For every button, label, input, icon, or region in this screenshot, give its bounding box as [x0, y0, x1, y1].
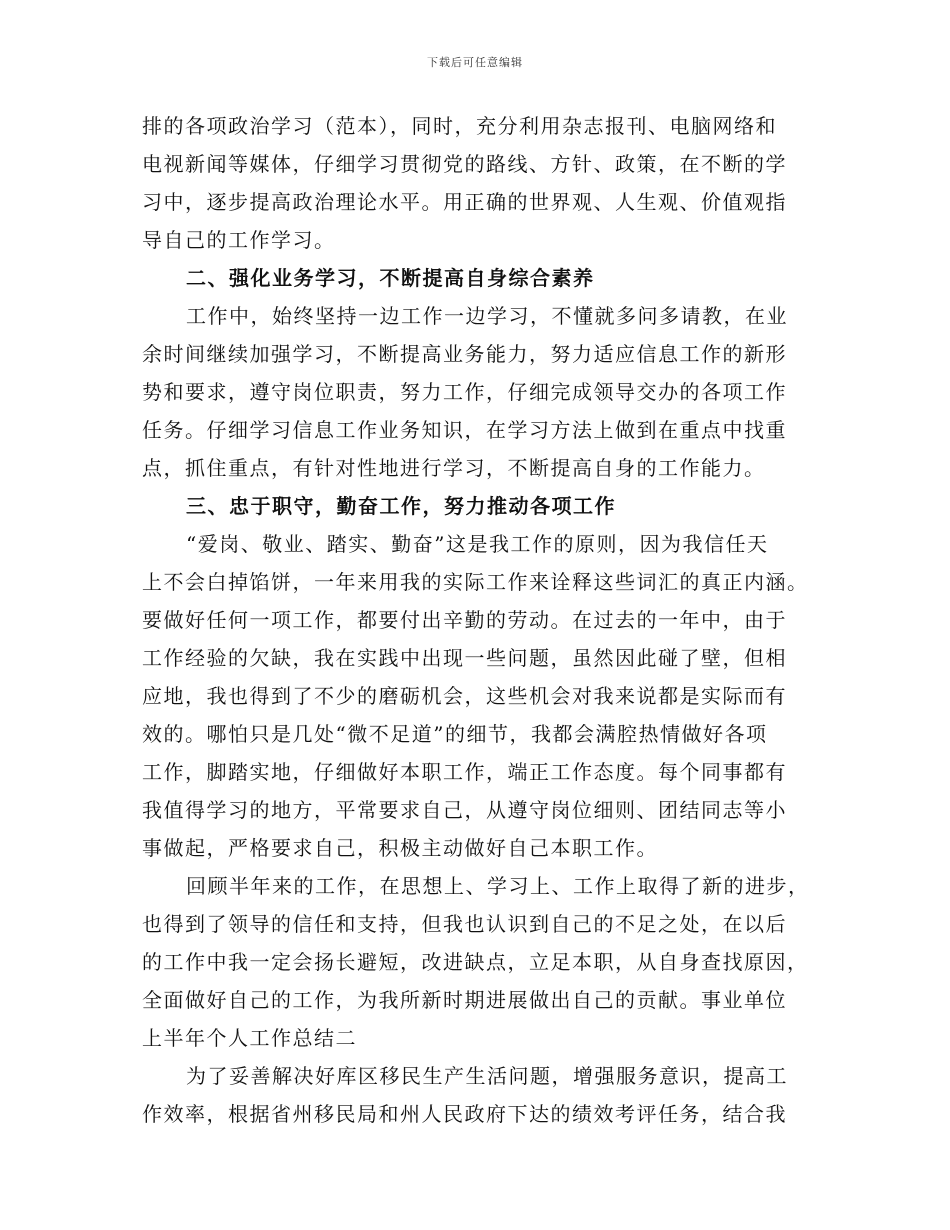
text-line: 要做好任何一项工作，都要付出辛勤的劳动。在过去的一年中，由于	[142, 608, 787, 632]
text-line: 任务。仔细学习信息工作业务知识，在学习方法上做到在重点中找重	[142, 418, 787, 442]
text-line: 习中，逐步提高政治理论水平。用正确的世界观、人生观、价值观指	[142, 190, 787, 214]
text-line: 电视新闻等媒体，仔细学习贯彻党的路线、方针、政策，在不断的学	[142, 152, 787, 176]
text-line: 导自己的工作学习。	[142, 228, 336, 252]
text-line: 全面做好自己的工作，为我所新时期进展做出自己的贡献。事业单位	[142, 988, 787, 1012]
text-line: 我值得学习的地方，平常要求自己，从遵守岗位细则、团结同志等小	[142, 798, 787, 822]
text-line: 工作，脚踏实地，仔细做好本职工作，端正工作态度。每个同事都有	[142, 760, 787, 784]
paragraph-start: 为了妥善解决好库区移民生产生活问题，增强服务意识，提高工	[186, 1064, 788, 1088]
section-heading: 三、忠于职守，勤奋工作，努力推动各项工作	[186, 494, 616, 518]
text-line: 作效率，根据省州移民局和州人民政府下达的绩效考评任务，结合我	[142, 1102, 787, 1126]
text-line: 排的各项政治学习（范本），同时，充分利用杂志报刊、电脑网络和	[142, 114, 777, 138]
text-line: 上不会白掉馅饼，一年来用我的实际工作来诠释这些词汇的真正内涵。	[142, 570, 809, 594]
text-line: 的工作中我一定会扬长避短，改进缺点，立足本职，从自身查找原因，	[142, 950, 809, 974]
text-line: 上半年个人工作总结二	[142, 1026, 357, 1050]
text-line: 工作经验的欠缺，我在实践中出现一些问题，虽然因此碰了壁，但相	[142, 646, 787, 670]
page-header-note: 下载后可任意编辑	[427, 56, 523, 69]
text-line: 效的。哪怕只是几处“微不足道”的细节，我都会满腔热情做好各项	[142, 722, 768, 746]
text-line: 余时间继续加强学习，不断提高业务能力，努力适应信息工作的新形	[142, 342, 787, 366]
text-line: 事做起，严格要求自己，积极主动做好自己本职工作。	[142, 836, 658, 860]
paragraph-start: 回顾半年来的工作，在思想上、学习上、工作上取得了新的进步，	[186, 874, 810, 898]
text-line: 也得到了领导的信任和支持，但我也认识到自己的不足之处，在以后	[142, 912, 787, 936]
section-heading: 二、强化业务学习，不断提高自身综合素养	[186, 266, 595, 290]
text-line: 应地，我也得到了不少的磨砺机会，这些机会对我来说都是实际而有	[142, 684, 787, 708]
text-line: 势和要求，遵守岗位职责，努力工作，仔细完成领导交办的各项工作	[142, 380, 787, 404]
paragraph-start: 工作中，始终坚持一边工作一边学习，不懂就多问多请教，在业	[186, 304, 788, 328]
text-line: 点，抓住重点，有针对性地进行学习，不断提高自身的工作能力。	[142, 456, 766, 480]
paragraph-start: “爱岗、敬业、踏实、勤奋”这是我工作的原则，因为我信任天	[186, 532, 769, 556]
